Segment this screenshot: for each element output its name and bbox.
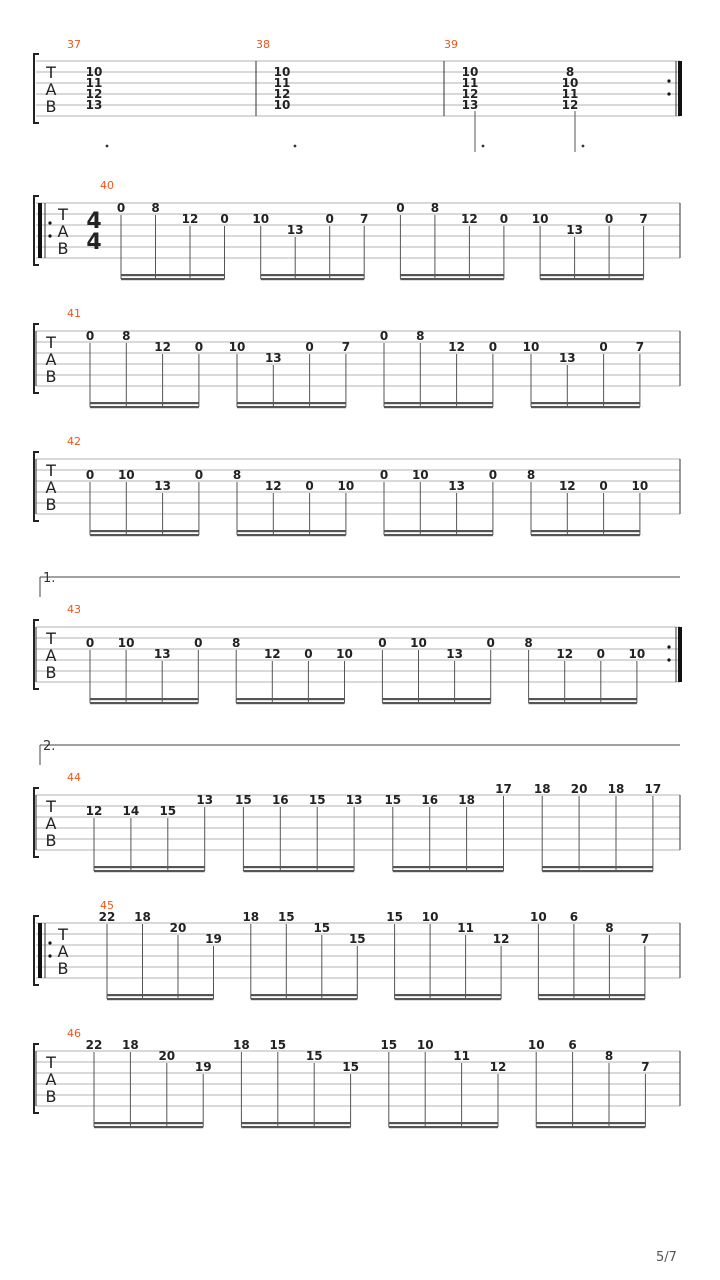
fret-number: 0 <box>325 212 334 226</box>
tab-clef-letter: B <box>57 239 69 258</box>
beam-primary <box>261 274 365 276</box>
fret-number: 18 <box>533 782 551 796</box>
tab-clef-letter: B <box>45 663 57 682</box>
fret-number: 0 <box>116 201 126 215</box>
beam-secondary <box>542 870 653 872</box>
tab-clef-letter: T <box>46 333 56 352</box>
fret-number: 7 <box>641 1060 650 1074</box>
tab-clef-letter: T <box>58 925 68 944</box>
fret-number: 0 <box>85 468 95 482</box>
chord-fret-number: 11 <box>561 87 579 101</box>
repeat-dot <box>48 941 51 944</box>
fret-number: 0 <box>396 201 405 215</box>
rhythm-dot <box>582 145 585 148</box>
tab-clef-letter: B <box>45 1087 57 1106</box>
fret-number: 12 <box>85 804 103 818</box>
fret-number: 12 <box>492 932 510 946</box>
fret-number: 0 <box>599 340 608 354</box>
beam-primary <box>542 866 653 868</box>
tab-clef-letter: B <box>45 495 57 514</box>
beam-secondary <box>237 406 346 408</box>
chord-fret-number: 12 <box>85 87 103 101</box>
beam-primary <box>531 402 640 404</box>
beam-secondary <box>236 702 344 704</box>
fret-number: 0 <box>604 212 614 226</box>
beam-secondary <box>90 702 198 704</box>
fret-number: 13 <box>153 647 171 661</box>
fret-number: 15 <box>159 804 177 818</box>
chord-fret-number: 10 <box>273 98 291 112</box>
fret-number: 0 <box>596 647 605 661</box>
fret-number: 13 <box>286 223 304 237</box>
chord-fret-number: 10 <box>461 65 479 79</box>
page-number: 5/7 <box>656 1250 677 1265</box>
fret-number: 8 <box>526 468 536 482</box>
beam-secondary <box>384 534 493 536</box>
fret-number: 18 <box>458 793 475 807</box>
beam-primary <box>237 530 346 532</box>
beam-secondary <box>261 278 365 280</box>
beam-primary <box>393 866 504 868</box>
beam-primary <box>90 402 199 404</box>
fret-number: 15 <box>386 910 403 924</box>
beam-primary <box>384 402 493 404</box>
fret-number: 7 <box>341 340 351 354</box>
beam-primary <box>536 1122 645 1124</box>
fret-number: 7 <box>640 932 650 946</box>
fret-number: 18 <box>607 782 625 796</box>
beam-primary <box>382 698 490 700</box>
chord-fret-number: 13 <box>85 98 103 112</box>
fret-number: 0 <box>305 340 314 354</box>
fret-number: 10 <box>530 910 547 924</box>
fret-number: 6 <box>568 1038 577 1052</box>
fret-number: 15 <box>235 793 252 807</box>
beam-secondary <box>90 534 199 536</box>
chord-fret-number: 13 <box>461 98 479 112</box>
tab-clef-letter: T <box>58 205 68 224</box>
fret-number: 22 <box>85 1038 103 1052</box>
beam-secondary <box>121 278 225 280</box>
fret-number: 17 <box>644 782 662 796</box>
measure-number: 42 <box>67 435 81 448</box>
fret-number: 7 <box>639 212 648 226</box>
tab-clef-letter: A <box>45 1070 57 1089</box>
fret-number: 14 <box>122 804 140 818</box>
volta-number: 2. <box>43 739 56 754</box>
beam-primary <box>538 994 645 996</box>
fret-number: 16 <box>271 793 289 807</box>
fret-number: 10 <box>228 340 246 354</box>
measure-number: 45 <box>100 899 114 912</box>
fret-number: 10 <box>252 212 270 226</box>
fret-number: 10 <box>117 636 135 650</box>
fret-number: 6 <box>569 910 579 924</box>
fret-number: 12 <box>264 479 282 493</box>
fret-number: 7 <box>635 340 645 354</box>
fret-number: 16 <box>421 793 439 807</box>
fret-number: 18 <box>134 910 151 924</box>
fret-number: 12 <box>448 340 465 354</box>
beam-secondary <box>400 278 504 280</box>
fret-number: 13 <box>196 793 214 807</box>
fret-number: 10 <box>522 340 540 354</box>
rhythm-dot <box>294 145 297 148</box>
beam-secondary <box>243 870 354 872</box>
tab-clef-letter: A <box>45 80 57 99</box>
fret-number: 0 <box>379 329 389 343</box>
repeat-thick-barline <box>678 61 682 116</box>
fret-number: 15 <box>384 793 402 807</box>
fret-number: 10 <box>631 479 649 493</box>
beam-primary <box>400 274 504 276</box>
beam-primary <box>529 698 637 700</box>
beam-primary <box>389 1122 498 1124</box>
fret-number: 17 <box>495 782 512 796</box>
tab-clef-letter: T <box>46 63 56 82</box>
chord-fret-number: 11 <box>85 76 103 90</box>
fret-number: 13 <box>558 351 576 365</box>
fret-number: 0 <box>378 636 387 650</box>
chord-fret-number: 12 <box>273 87 291 101</box>
volta-number: 1. <box>43 571 56 586</box>
time-signature-top: 4 <box>86 209 102 234</box>
fret-number: 15 <box>308 793 326 807</box>
fret-number: 0 <box>305 479 314 493</box>
tab-clef-letter: B <box>45 97 57 116</box>
beam-primary <box>107 994 214 996</box>
fret-number: 11 <box>457 921 474 935</box>
beam-secondary <box>107 998 214 1000</box>
fret-number: 0 <box>194 636 203 650</box>
repeat-dot <box>667 92 670 95</box>
fret-number: 15 <box>342 1060 359 1074</box>
fret-number: 12 <box>556 647 574 661</box>
fret-number: 8 <box>604 1049 614 1063</box>
tab-clef-letter: T <box>46 797 56 816</box>
fret-number: 10 <box>117 468 135 482</box>
fret-number: 10 <box>416 1038 434 1052</box>
repeat-thick-barline <box>678 627 682 682</box>
fret-number: 8 <box>151 201 160 215</box>
fret-number: 15 <box>269 1038 287 1052</box>
tab-clef-letter: A <box>45 646 57 665</box>
measure-number: 46 <box>67 1027 81 1040</box>
repeat-dot <box>667 645 670 648</box>
fret-number: 12 <box>558 479 576 493</box>
fret-number: 8 <box>605 921 614 935</box>
fret-number: 13 <box>448 479 465 493</box>
fret-number: 0 <box>488 340 498 354</box>
tab-clef-letter: A <box>45 350 57 369</box>
beam-primary <box>237 402 346 404</box>
fret-number: 15 <box>305 1049 323 1063</box>
fret-number: 10 <box>411 468 429 482</box>
fret-number: 0 <box>85 636 95 650</box>
beam-secondary <box>384 406 493 408</box>
beam-secondary <box>241 1126 350 1128</box>
fret-number: 13 <box>154 479 171 493</box>
fret-number: 8 <box>524 636 533 650</box>
beam-secondary <box>540 278 644 280</box>
chord-fret-number: 12 <box>561 98 579 112</box>
beam-secondary <box>529 702 637 704</box>
fret-number: 12 <box>154 340 171 354</box>
fret-number: 12 <box>263 647 281 661</box>
fret-number: 13 <box>345 793 363 807</box>
tab-clef-letter: T <box>46 629 56 648</box>
beam-primary <box>236 698 344 700</box>
tab-clef-letter: A <box>57 942 69 961</box>
fret-number: 19 <box>205 932 222 946</box>
beam-primary <box>395 994 502 996</box>
chord-fret-number: 10 <box>561 76 579 90</box>
fret-number: 0 <box>220 212 229 226</box>
fret-number: 0 <box>499 212 509 226</box>
chord-fret-number: 8 <box>565 65 575 79</box>
beam-primary <box>241 1122 350 1124</box>
beam-secondary <box>395 998 502 1000</box>
fret-number: 10 <box>531 212 549 226</box>
tab-clef-letter: A <box>45 814 57 833</box>
measure-number: 43 <box>67 603 81 616</box>
fret-number: 0 <box>304 647 313 661</box>
beam-primary <box>94 1122 203 1124</box>
fret-number: 15 <box>313 921 331 935</box>
beam-secondary <box>531 534 640 536</box>
measure-number: 44 <box>67 771 81 784</box>
system-bracket <box>34 54 39 123</box>
chord-fret-number: 10 <box>273 65 291 79</box>
chord-fret-number: 10 <box>85 65 103 79</box>
fret-number: 20 <box>158 1049 176 1063</box>
fret-number: 15 <box>380 1038 398 1052</box>
fret-number: 0 <box>488 468 498 482</box>
beam-secondary <box>90 406 199 408</box>
fret-number: 15 <box>348 932 366 946</box>
beam-primary <box>94 866 205 868</box>
tab-clef-letter: A <box>45 478 57 497</box>
fret-number: 13 <box>566 223 583 237</box>
fret-number: 13 <box>446 647 463 661</box>
beam-secondary <box>382 702 490 704</box>
fret-number: 0 <box>194 468 204 482</box>
tab-clef-letter: B <box>45 367 57 386</box>
fret-number: 8 <box>416 329 425 343</box>
fret-number: 22 <box>98 910 116 924</box>
fret-number: 0 <box>194 340 204 354</box>
rhythm-dot <box>482 145 485 148</box>
fret-number: 19 <box>194 1060 212 1074</box>
repeat-dot <box>48 221 51 224</box>
repeat-dot <box>667 658 670 661</box>
tab-clef-letter: T <box>46 1053 56 1072</box>
beam-primary <box>251 994 357 996</box>
fret-number: 18 <box>242 910 260 924</box>
tab-clef-letter: B <box>45 831 57 850</box>
tab-clef-letter: B <box>57 959 69 978</box>
fret-number: 20 <box>570 782 588 796</box>
measure-number: 41 <box>67 307 81 320</box>
rhythm-dot <box>106 145 109 148</box>
measure-number: 38 <box>256 38 270 51</box>
beam-primary <box>384 530 493 532</box>
fret-number: 8 <box>430 201 440 215</box>
measure-number: 40 <box>100 179 114 192</box>
measure-number: 37 <box>67 38 81 51</box>
beam-secondary <box>251 998 357 1000</box>
tab-clef-letter: A <box>57 222 69 241</box>
fret-number: 10 <box>336 647 353 661</box>
fret-number: 8 <box>122 329 131 343</box>
tab-clef-letter: T <box>46 461 56 480</box>
beam-secondary <box>393 870 504 872</box>
chord-fret-number: 12 <box>461 87 479 101</box>
fret-number: 0 <box>486 636 495 650</box>
beam-primary <box>540 274 644 276</box>
repeat-dot <box>667 79 670 82</box>
fret-number: 10 <box>421 910 439 924</box>
fret-number: 18 <box>122 1038 139 1052</box>
repeat-thick-barline <box>38 923 42 978</box>
beam-primary <box>90 698 198 700</box>
fret-number: 10 <box>337 479 355 493</box>
beam-primary <box>531 530 640 532</box>
fret-number: 8 <box>232 636 241 650</box>
repeat-dot <box>48 234 51 237</box>
repeat-thick-barline <box>38 203 42 258</box>
fret-number: 10 <box>527 1038 545 1052</box>
chord-fret-number: 11 <box>461 76 479 90</box>
beam-secondary <box>389 1126 498 1128</box>
fret-number: 0 <box>599 479 608 493</box>
chord-fret-number: 11 <box>273 76 291 90</box>
beam-primary <box>90 530 199 532</box>
fret-number: 7 <box>360 212 369 226</box>
fret-number: 15 <box>277 910 295 924</box>
repeat-dot <box>48 954 51 957</box>
fret-number: 11 <box>453 1049 470 1063</box>
measure-number: 39 <box>444 38 458 51</box>
fret-number: 0 <box>85 329 95 343</box>
fret-number: 8 <box>232 468 242 482</box>
fret-number: 10 <box>628 647 646 661</box>
fret-number: 12 <box>461 212 478 226</box>
fret-number: 10 <box>410 636 427 650</box>
beam-secondary <box>536 1126 645 1128</box>
fret-number: 18 <box>233 1038 250 1052</box>
fret-number: 12 <box>489 1060 507 1074</box>
fret-number: 20 <box>169 921 187 935</box>
beam-secondary <box>94 870 205 872</box>
time-signature-bottom: 4 <box>86 230 102 255</box>
beam-primary <box>243 866 354 868</box>
beam-secondary <box>94 1126 203 1128</box>
beam-secondary <box>531 406 640 408</box>
fret-number: 13 <box>264 351 282 365</box>
beam-primary <box>121 274 225 276</box>
fret-number: 0 <box>379 468 389 482</box>
fret-number: 12 <box>181 212 199 226</box>
beam-secondary <box>237 534 346 536</box>
beam-secondary <box>538 998 645 1000</box>
